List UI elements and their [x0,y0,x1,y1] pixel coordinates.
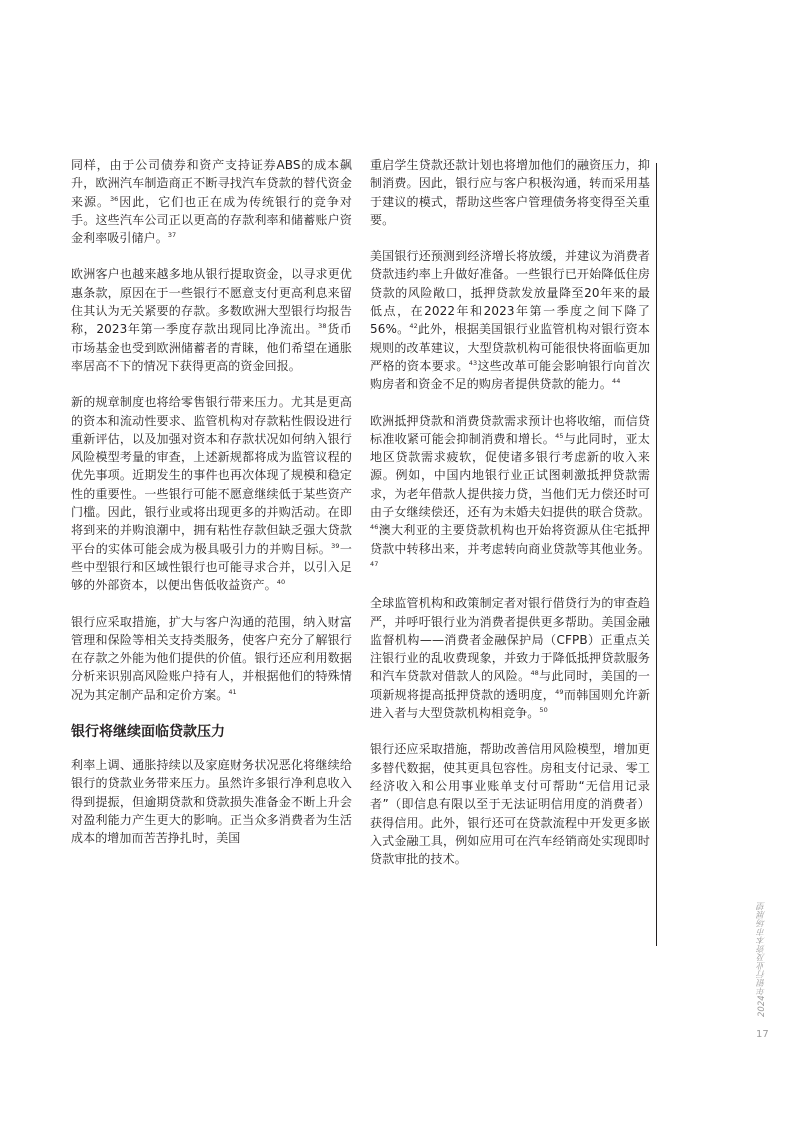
paragraph: 银行还应采取措施，帮助改善信用风险模型，增加更多替代数据，使其更具包容性。房租支付记录、零工经济收入和公用事业账单支付可帮助“无信用记录者”（即信息有限以至于无法证明信用度的消费者）获得信用。此外，银行还可在贷款流程中开发更多嵌入式金融工具，例如应用可在汽车经销商处实现即时贷款审批的技术。 [370,742,650,867]
paragraph: 利率上调、通胀持续以及家庭财务状况恶化将继续给银行的贷款业务带来压力。虽然许多银行净利息收入得到提振，但逾期贷款和贷款损失准备金不断上升会对盈利能力产生更大的影响。正当众多消费者为生活成本的增加而苦苦挣扎时，美国 [71,758,352,846]
paragraph: 欧洲客户也越来越多地从银行提取资金，以寻求更优惠条款，原因在于一些银行不愿意支付更高利息来留住其认为无关紧要的存款。多数欧洲大型银行均报告称，2023年第一季度存款出现同比净流出。$^{38}$货币市场基金也受到欧洲储蓄者的青睐，他们希望在通胀率居高不下的情况下获得更高的资金回报。 [71,267,353,373]
paragraph: 全球监管机构和政策制定者对银行借贷行为的审查趋严，并呼吁银行业为消费者提供更多帮助。美国金融监督机构——消费者金融保护局（CFPB）正重点关注银行业的乱收费现象，并致力于降低抵押贷款服务和汽车贷款对借款人的风险。$^{48}$与此同时，美国的一项新规将提高抵押贷款的透明度，$^{49}$而韩国则允许新进入者与大型贷款机构相竞争。$^{50}$ [370,596,650,721]
paragraph: 新的规章制度也将给零售银行带来压力。尤其是更高的资本和流动性要求、监管机构对存款粘性假设进行重新评估，以及加强对资本和存款状况如何纳入银行风险模型考量的审查，上述新规都将成为监管议程的优先事项。近期发生的事件也再次体现了规模和稳定性的重要性。一些银行可能不愿意继续低于某些资产门槛。因此，银行业或将出现更多的并购活动。在即将到来的并购浪潮中，拥有粘性存款但缺乏强大贷款平台的实体可能会成为极具吸引力的并购目标。$^{39}$一些中型银行和区域性银行也可能寻求合并，以引入足够的外部资本，以便出售低收益资产。$^{40}$ [71,395,352,593]
page-number: 17 [756,1029,769,1040]
paragraph: 重启学生贷款还款计划也将增加他们的融资压力，抑制消费。因此，银行应与客户积极沟通，转而采用基于建议的模式，帮助这些客户管理债务将变得至关重要。 [370,158,650,227]
paragraph: 银行应采取措施，扩大与客户沟通的范围，纳入财富管理和保险等相关支持类服务，使客户充分了解银行在存款之外能为他们提供的价值。银行还应利用数据分析来识别高风险账户持有人，并根据他们的特殊情况为其定制产品和定价方案。$^{41}$ [71,614,352,702]
paragraph: 美国银行还预测到经济增长将放缓，并建议为消费者贷款违约率上升做好准备。一些银行已开始降低住房贷款的风险敞口，抵押贷款发放量降至20年来的最低点，在2022年和2023年第一季度之间下降了56%。$^{42}$此外，根据美国银行业监管机构对银行资本规则的改革建议，大型贷款机构可能很快将面临更加严格的资本要求。$^{43}$这些改革可能会影响银行向首次购房者和资金不足的购房者提供贷款的能力。$^{44}$ [370,249,651,392]
vertical-divider [656,163,657,946]
paragraph: 同样，由于公司债券和资产支持证券ABS的成本飙升，欧洲汽车制造商正不断寻找汽车贷款的替代资金来源。$^{36}$因此，它们也正在成为传统银行的竞争对手。这些汽车公司正以更高的存款利率和储蓄账户资金利率吸引储户。$^{37}$ [71,158,352,246]
paragraph: 欧洲抵押贷款和消费贷款需求预计也将收缩，而信贷标准收紧可能会抑制消费和增长。$^{45}$与此同时，亚太地区贷款需求疲软，促使诸多银行考虑新的收入来源。例如，中国内地银行业正试图刺激抵押贷款需求，为老年借款人提供接力贷，当他们无力偿还时可由子女继续偿还，还有为未婚夫妇提供的联合贷款。$^{46}$澳大利亚的主要贷款机构也开始将资源从住宅抵押贷款中转移出来，并考虑转向商业贷款等其他业务。$^{47}$ [370,413,650,568]
right-column [370,156,650,886]
side-label: 2024年银行业及资本市场展望 [757,901,767,1017]
section-heading: 银行将继续面临贷款压力 [71,724,225,741]
left-column [71,156,352,866]
